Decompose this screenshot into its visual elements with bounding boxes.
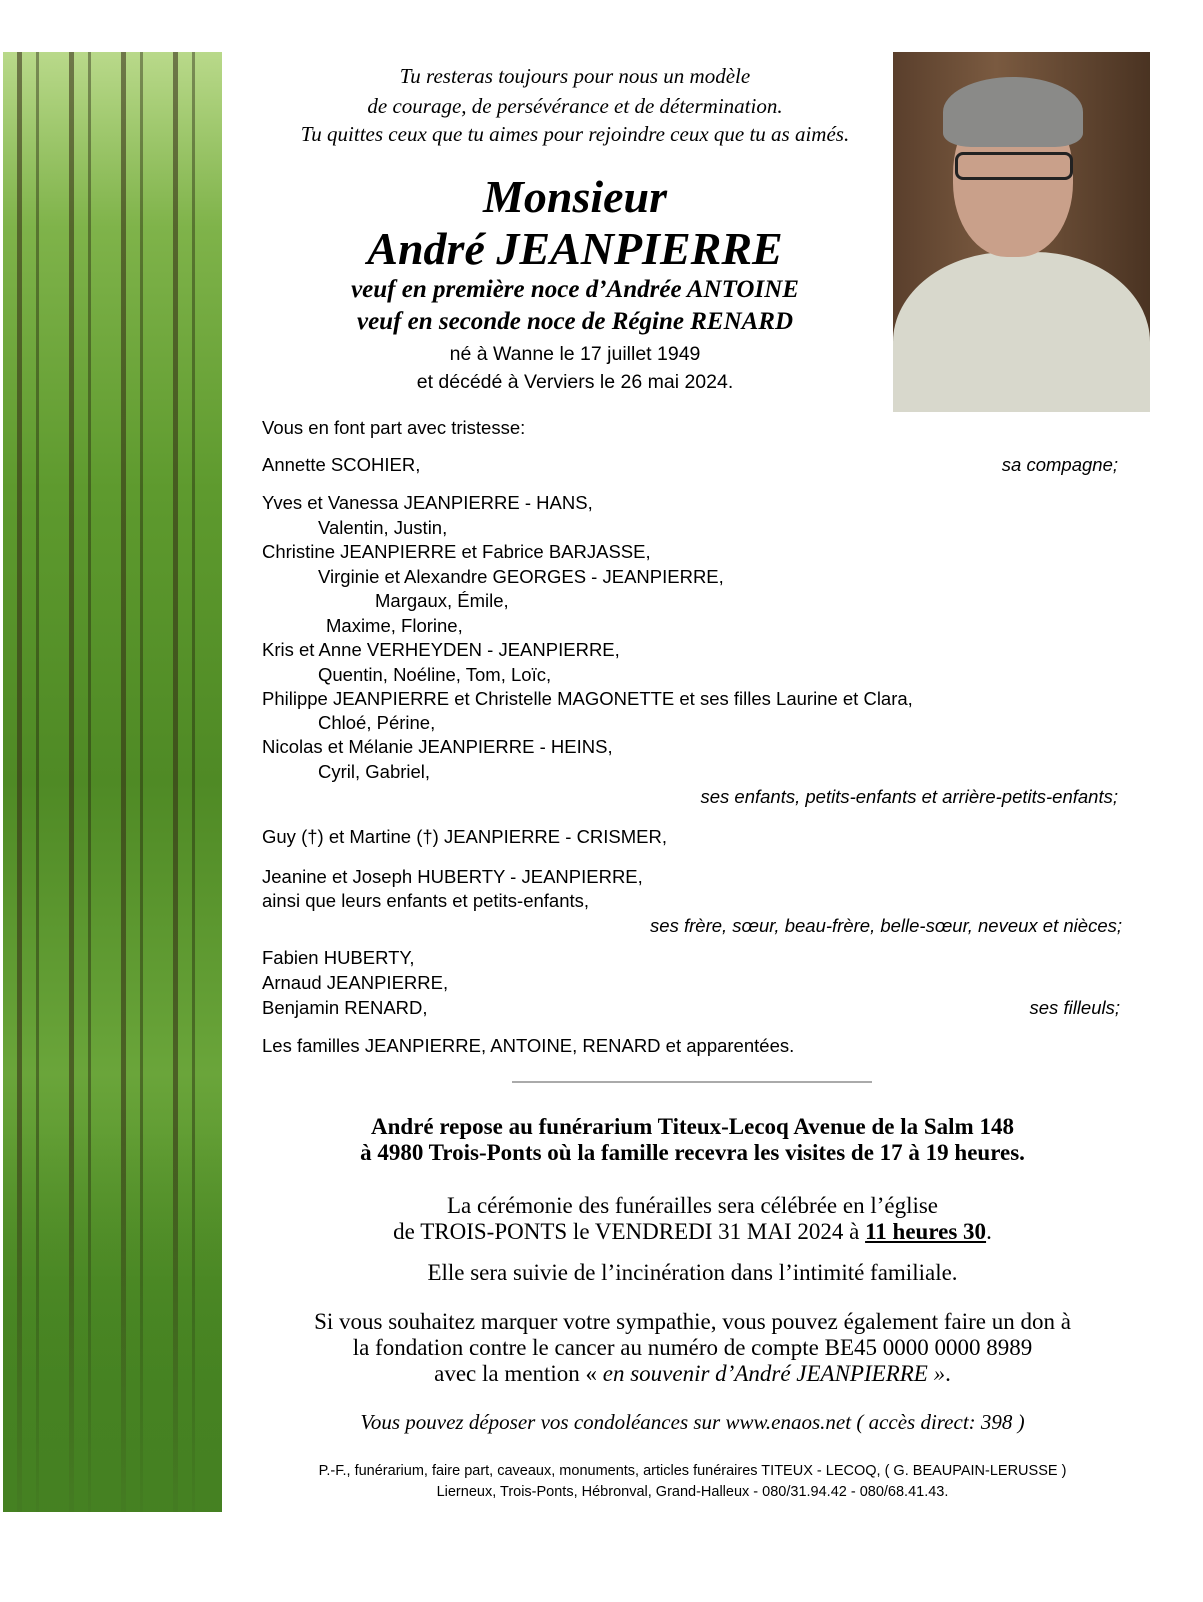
family-line: Cyril, Gabriel, [318, 761, 431, 782]
footer-line: Lierneux, Trois-Ponts, Hébronval, Grand-Halleux - 080/31.94.42 - 080/68.41.43. [436, 1484, 949, 1500]
donation-line [240, 1361, 1145, 1387]
family-line: Jeanine et Joseph HUBERTY - JEANPIERRE, [262, 866, 643, 887]
quote-line: Tu quittes ceux que tu aimes pour rejoindre ceux que tu as aimés. [300, 122, 850, 146]
death: et décédé à Verviers le 26 mai 2024. [416, 371, 734, 393]
family-line: Philippe JEANPIERRE et Christelle MAGONETTE et ses filles Laurine et Clara, [262, 688, 913, 709]
title: Monsieur [482, 171, 668, 222]
ceremony-text: de TROIS-PONTS le VENDREDI 31 MAI 2024 à [393, 1219, 866, 1244]
donation-line: la fondation contre le cancer au numéro de compte BE45 0000 0000 8989 [352, 1335, 1033, 1360]
intro: Vous en font part avec tristesse: [262, 417, 526, 438]
family-line: Quentin, Noéline, Tom, Loïc, [318, 664, 552, 685]
family-line: Margaux, Émile, [375, 590, 509, 611]
relation-label: ses filleuls; [1029, 997, 1120, 1018]
donation-text: . [945, 1361, 951, 1386]
family-line: ainsi que leurs enfants et petits-enfants, [262, 890, 590, 911]
divider [512, 1081, 872, 1083]
family-line: Valentin, Justin, [318, 517, 448, 538]
rest-line: à 4980 Trois-Ponts où la famille recevra les visites de 17 à 19 heures. [360, 1140, 1025, 1165]
widower-line: veuf en seconde noce de Régine RENARD [356, 308, 794, 335]
footer-line: P.-F., funérarium, faire part, caveaux, monuments, articles funéraires TITEUX - LECOQ, ( G. BEAUPAIN-LERUSSE ) [318, 1463, 1067, 1479]
family-line: Kris et Anne VERHEYDEN - JEANPIERRE, [262, 639, 620, 660]
forest-image [3, 52, 222, 1512]
ceremony-line [240, 1219, 1145, 1245]
ceremony-line: La cérémonie des funérailles sera célébrée en l’église [446, 1193, 939, 1218]
donation-mention: en souvenir d’André JEANPIERRE » [602, 1361, 946, 1386]
family-line: Maxime, Florine, [326, 615, 463, 636]
ceremony-text: . [986, 1219, 992, 1244]
portrait-photo [893, 52, 1150, 412]
family-line: Annette SCOHIER, [262, 454, 421, 475]
birth: né à Wanne le 17 juillet 1949 [449, 343, 701, 365]
family-line: Arnaud JEANPIERRE, [262, 972, 449, 993]
family-line: Virginie et Alexandre GEORGES - JEANPIERRE, [318, 566, 724, 587]
relation-label: ses frère, sœur, beau-frère, belle-sœur, neveux et nièces; [650, 915, 1122, 936]
widower-line: veuf en première noce d’Andrée ANTOINE [351, 276, 799, 303]
donation-text: avec la mention « [434, 1361, 603, 1386]
family-line: Benjamin RENARD, [262, 997, 428, 1018]
family-line: Nicolas et Mélanie JEANPIERRE - HEINS, [262, 736, 613, 757]
donation-line: Si vous souhaitez marquer votre sympathie, vous pouvez également faire un don à [314, 1309, 1071, 1334]
cremation: Elle sera suivie de l’incinération dans l’intimité familiale. [427, 1260, 958, 1285]
family-line: Fabien HUBERTY, [262, 947, 415, 968]
condolences: Vous pouvez déposer vos condoléances sur www.enaos.net ( accès direct: 398 ) [360, 1410, 1025, 1434]
ceremony-time: 11 heures 30 [865, 1219, 987, 1244]
rest-line: André repose au funérarium Titeux-Lecoq Avenue de la Salm 148 [371, 1114, 1014, 1139]
family-line: Guy (†) et Martine (†) JEANPIERRE - CRISMER, [262, 826, 668, 847]
quote-line: Tu resteras toujours pour nous un modèle [399, 64, 751, 88]
relation-label: sa compagne; [1001, 454, 1118, 475]
quote-line: de courage, de persévérance et de détermination. [367, 94, 783, 118]
family-line: Les familles JEANPIERRE, ANTOINE, RENARD et apparentées. [262, 1035, 795, 1056]
relation-label: ses enfants, petits-enfants et arrière-petits-enfants; [700, 786, 1118, 807]
family-line: Yves et Vanessa JEANPIERRE - HANS, [262, 492, 593, 513]
family-line: Christine JEANPIERRE et Fabrice BARJASSE, [262, 541, 651, 562]
deceased-name: André JEANPIERRE [367, 223, 783, 274]
family-line: Chloé, Périne, [318, 712, 436, 733]
